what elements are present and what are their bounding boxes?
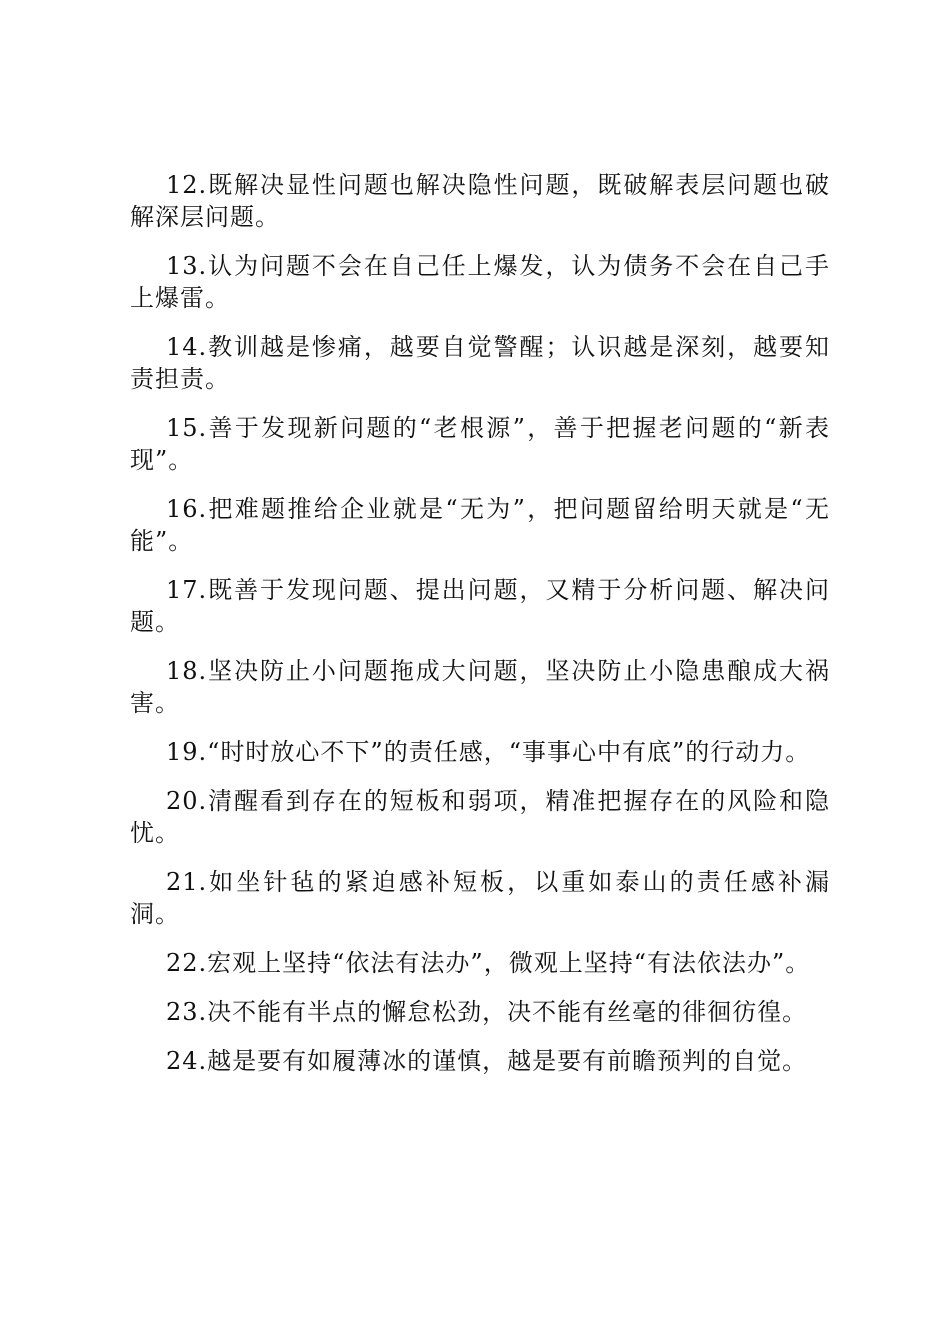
list-item: 22.宏观上坚持“依法有法办”，微观上坚持“有法依法办”。	[166, 949, 811, 977]
list-item: 24.越是要有如履薄冰的谨慎，越是要有前瞻预判的自觉。	[166, 1047, 808, 1075]
document-body	[130, 169, 830, 1094]
list-item: 20.清醒看到存在的短板和弱项，精准把握存在的风险和隐忧。	[130, 787, 830, 847]
list-item: 17.既善于发现问题、提出问题，又精于分析问题、解决问题。	[130, 576, 830, 636]
list-item: 13.认为问题不会在自己任上爆发，认为债务不会在自己手上爆雷。	[130, 252, 830, 312]
list-item: 18.坚决防止小问题拖成大问题，坚决防止小隐患酿成大祸害。	[130, 657, 830, 717]
list-item: 15.善于发现新问题的“老根源”，善于把握老问题的“新表现”。	[130, 414, 830, 474]
list-item: 19.“时时放心不下”的责任感，“事事心中有底”的行动力。	[166, 738, 811, 766]
list-item: 16.把难题推给企业就是“无为”，把问题留给明天就是“无能”。	[130, 495, 830, 555]
list-item: 12.既解决显性问题也解决隐性问题，既破解表层问题也破解深层问题。	[130, 171, 830, 231]
list-item: 14.教训越是惨痛，越要自觉警醒；认识越是深刻，越要知责担责。	[130, 333, 830, 393]
list-item: 23.决不能有半点的懈怠松劲，决不能有丝毫的徘徊彷徨。	[166, 998, 808, 1026]
list-item: 21.如坐针毡的紧迫感补短板，以重如泰山的责任感补漏洞。	[130, 868, 830, 928]
